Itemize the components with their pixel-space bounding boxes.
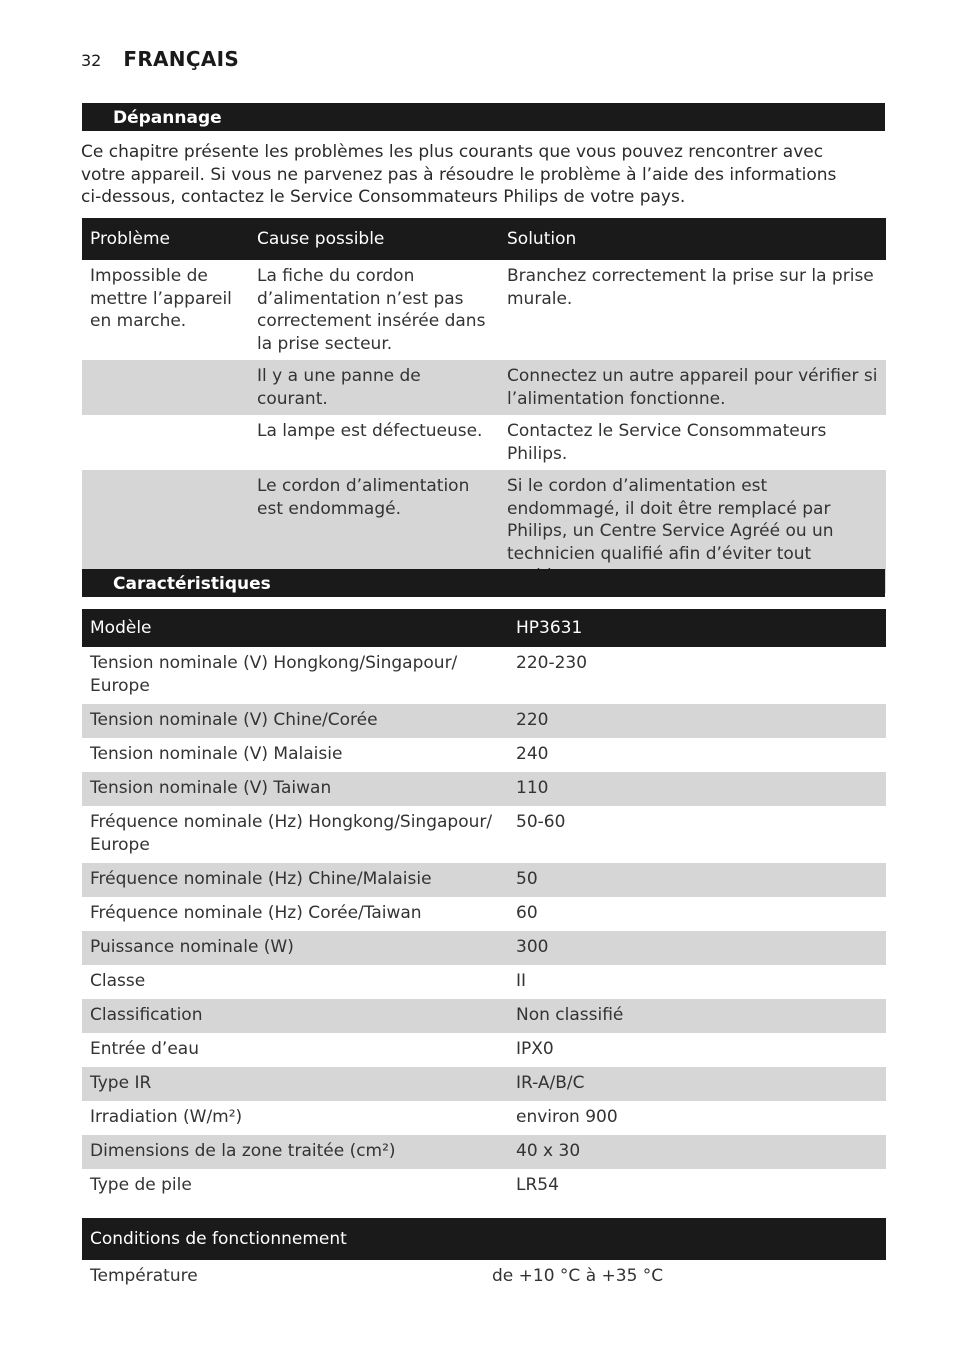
problem-cell: Impossible de mettre l’appareil en marche. [90, 266, 232, 331]
spec-label: Irradiation (W/m²) [90, 1107, 243, 1127]
table-row [82, 1135, 886, 1169]
specifications-table [82, 609, 886, 1203]
table-row [82, 260, 886, 360]
solution-cell: Contactez le Service Consommateurs Philips. [507, 421, 827, 464]
condition-label: Température [90, 1266, 198, 1286]
table-row [82, 1067, 886, 1101]
column-header-problem: Problème [82, 218, 249, 260]
spec-label: Tension nominale (V) Taiwan [82, 772, 508, 806]
problem-cell [82, 360, 249, 415]
table-row [82, 863, 886, 897]
spec-label: Classe [90, 971, 146, 991]
spec-value: 40 x 30 [508, 1135, 886, 1169]
spec-label: Fréquence nominale (Hz) Hongkong/Singapour/ Europe [90, 812, 493, 855]
spec-value: 50-60 [516, 812, 566, 832]
table-row [82, 806, 886, 863]
spec-value: 300 [508, 931, 886, 965]
column-header-cause: Cause possible [249, 218, 499, 260]
table-row [82, 738, 886, 772]
spec-label: Type IR [82, 1067, 508, 1101]
operating-conditions-table [82, 1218, 886, 1293]
condition-value: de +10 °C à +35 °C [492, 1266, 664, 1286]
spec-label: Puissance nominale (W) [82, 931, 508, 965]
spec-label: Tension nominale (V) Chine/Corée [82, 704, 508, 738]
table-row [82, 647, 886, 704]
intro-paragraph: Ce chapitre présente les problèmes les plus courants que vous pouvez rencontrer avec votre appareil. Si vous ne parvenez pas à résoudre le problème à l’aide des informations ci-dessous, contactez le Service Consommateurs Philips de votre pays. [81, 142, 837, 207]
section-title-troubleshooting: Dépannage [82, 103, 885, 131]
spec-value: IR-A/B/C [508, 1067, 886, 1101]
cause-cell: La fiche du cordon d’alimentation n’est pas correctement insérée dans la prise secteur. [257, 266, 486, 354]
column-header-model-number: HP3631 [508, 609, 886, 647]
cause-cell: La lampe est défectueuse. [257, 421, 483, 441]
cause-cell: Le cordon d’alimentation est endommagé. [249, 470, 499, 593]
spec-label: Dimensions de la zone traitée (cm²) [82, 1135, 508, 1169]
table-row [82, 704, 886, 738]
page-header [81, 47, 239, 75]
spec-value: 50 [508, 863, 886, 897]
spec-value: II [516, 971, 527, 991]
table-row [82, 1260, 886, 1293]
column-header-model: Modèle [82, 609, 508, 647]
spec-label: Fréquence nominale (Hz) Chine/Malaisie [82, 863, 508, 897]
table-row [82, 415, 886, 470]
page-number: 32 [81, 51, 102, 70]
spec-label: Fréquence nominale (Hz) Corée/Taiwan [90, 903, 422, 923]
table-header-row [82, 609, 886, 647]
language-heading: FRANÇAIS [123, 47, 240, 71]
table-row [82, 999, 886, 1033]
spec-value: 220-230 [516, 653, 588, 673]
spec-value: LR54 [516, 1175, 559, 1195]
solution-cell: Branchez correctement la prise sur la prise murale. [507, 266, 874, 309]
spec-value: environ 900 [516, 1107, 618, 1127]
spec-value: 60 [516, 903, 538, 923]
table-row [82, 965, 886, 999]
solution-cell: Si le cordon d’alimentation est endommagé, il doit être remplacé par Philips, un Centre Service Agréé ou un technicien qualifié afin d’éviter tout [499, 470, 886, 593]
table-row [82, 1169, 886, 1203]
cause-cell: Il y a une panne de courant. [249, 360, 499, 415]
table-row [82, 772, 886, 806]
table-row [82, 931, 886, 965]
spec-value: Non classifié [508, 999, 886, 1033]
table-header-row [82, 1218, 886, 1260]
spec-label: Tension nominale (V) Malaisie [90, 744, 343, 764]
troubleshooting-table [82, 218, 886, 593]
spec-label: Classification [82, 999, 508, 1033]
spec-value: 220 [508, 704, 886, 738]
table-row [82, 1101, 886, 1135]
column-header-conditions: Conditions de fonctionnement [82, 1218, 886, 1260]
column-header-solution: Solution [499, 218, 886, 260]
table-row [82, 360, 886, 415]
spec-label: Type de pile [90, 1175, 192, 1195]
problem-cell [82, 415, 249, 470]
spec-value: 110 [508, 772, 886, 806]
spec-label: Tension nominale (V) Hongkong/Singapour/ Europe [90, 653, 458, 696]
spec-label: Entrée d’eau [90, 1039, 199, 1059]
table-row [82, 897, 886, 931]
table-row [82, 1033, 886, 1067]
section-title-specifications: Caractéristiques [82, 569, 885, 597]
spec-value: IPX0 [516, 1039, 554, 1059]
table-header-row [82, 218, 886, 260]
solution-cell: Connectez un autre appareil pour vérifier si l’alimentation fonctionne. [499, 360, 886, 415]
spec-value: 240 [516, 744, 549, 764]
